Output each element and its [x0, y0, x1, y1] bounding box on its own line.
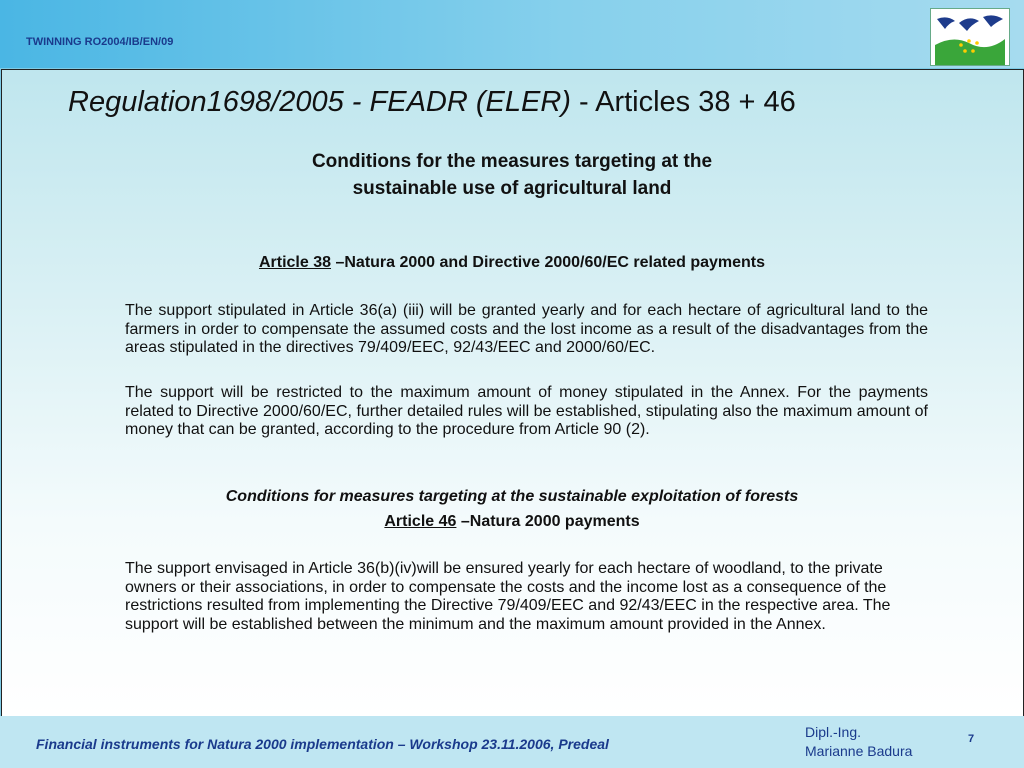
- project-logo: [930, 8, 1010, 66]
- article-38-heading: [0, 254, 1024, 272]
- forests-heading: Conditions for measures targeting at the sustainable exploitation of forests: [225, 488, 799, 505]
- subtitle-line-1: Conditions for the measures targeting at the: [311, 151, 713, 172]
- article-38-paragraph-1: [125, 302, 928, 358]
- article-46-heading: [0, 513, 1024, 531]
- title-articles: - Articles 38 + 46: [570, 86, 796, 118]
- article-38-paragraph-2-text: The support will be restricted to the maximum amount of money stipulated in the Annex. For the payments related to Directive 2000/60/EC, further detailed rules will be established, stipulating also the maximum amount of money that can be granted, according to the procedure from Article 90 (2).: [125, 384, 928, 438]
- footer-event: Financial instruments for Natura 2000 implementation – Workshop 23.11.2006, Predeal: [36, 736, 609, 752]
- article-46-link[interactable]: Article 46: [384, 513, 457, 530]
- slide-subtitle: [0, 148, 1024, 202]
- footer-author: [805, 723, 912, 761]
- project-code: TWINNING RO2004/IB/EN/09: [26, 36, 174, 48]
- article-46-paragraph-text: The support envisaged in Article 36(b)(iv)will be ensured yearly for each hectare of woodland, to the private owners or their associations, in order to compensate the costs and the income lost as a consequence of the restrictions resulted from implementing the Directive 79/409/EEC and 92/43/EEC in the respective area. The support will be established between the minimum and the maximum amount provided in the Annex.: [125, 560, 891, 633]
- article-38-title: –Natura 2000 and Directive 2000/60/EC related payments: [331, 254, 766, 271]
- author-title: Dipl.-Ing.: [805, 724, 862, 740]
- article-46-title: –Natura 2000 payments: [456, 513, 640, 530]
- slide-title: [68, 86, 796, 119]
- author-name: Marianne Badura: [805, 743, 913, 759]
- header-bar: [0, 0, 1024, 68]
- page-number: 7: [968, 733, 975, 745]
- article-38-paragraph-1-text: The support stipulated in Article 36(a) (iii) will be granted yearly and for each hectare of agricultural land to the farmers in order to compensate the assumed costs and the lost income as a result of the disadvantages from the areas stipulated in the directives 79/409/EEC, 92/43/EEC and 2000/60/EC.: [125, 302, 928, 356]
- article-46-paragraph: [125, 560, 928, 634]
- title-regulation: Regulation1698/2005 - FEADR (ELER): [68, 86, 571, 118]
- subtitle-line-2: sustainable use of agricultural land: [352, 178, 672, 199]
- article-38-link[interactable]: Article 38: [258, 254, 332, 271]
- article-38-paragraph-2: [125, 384, 928, 440]
